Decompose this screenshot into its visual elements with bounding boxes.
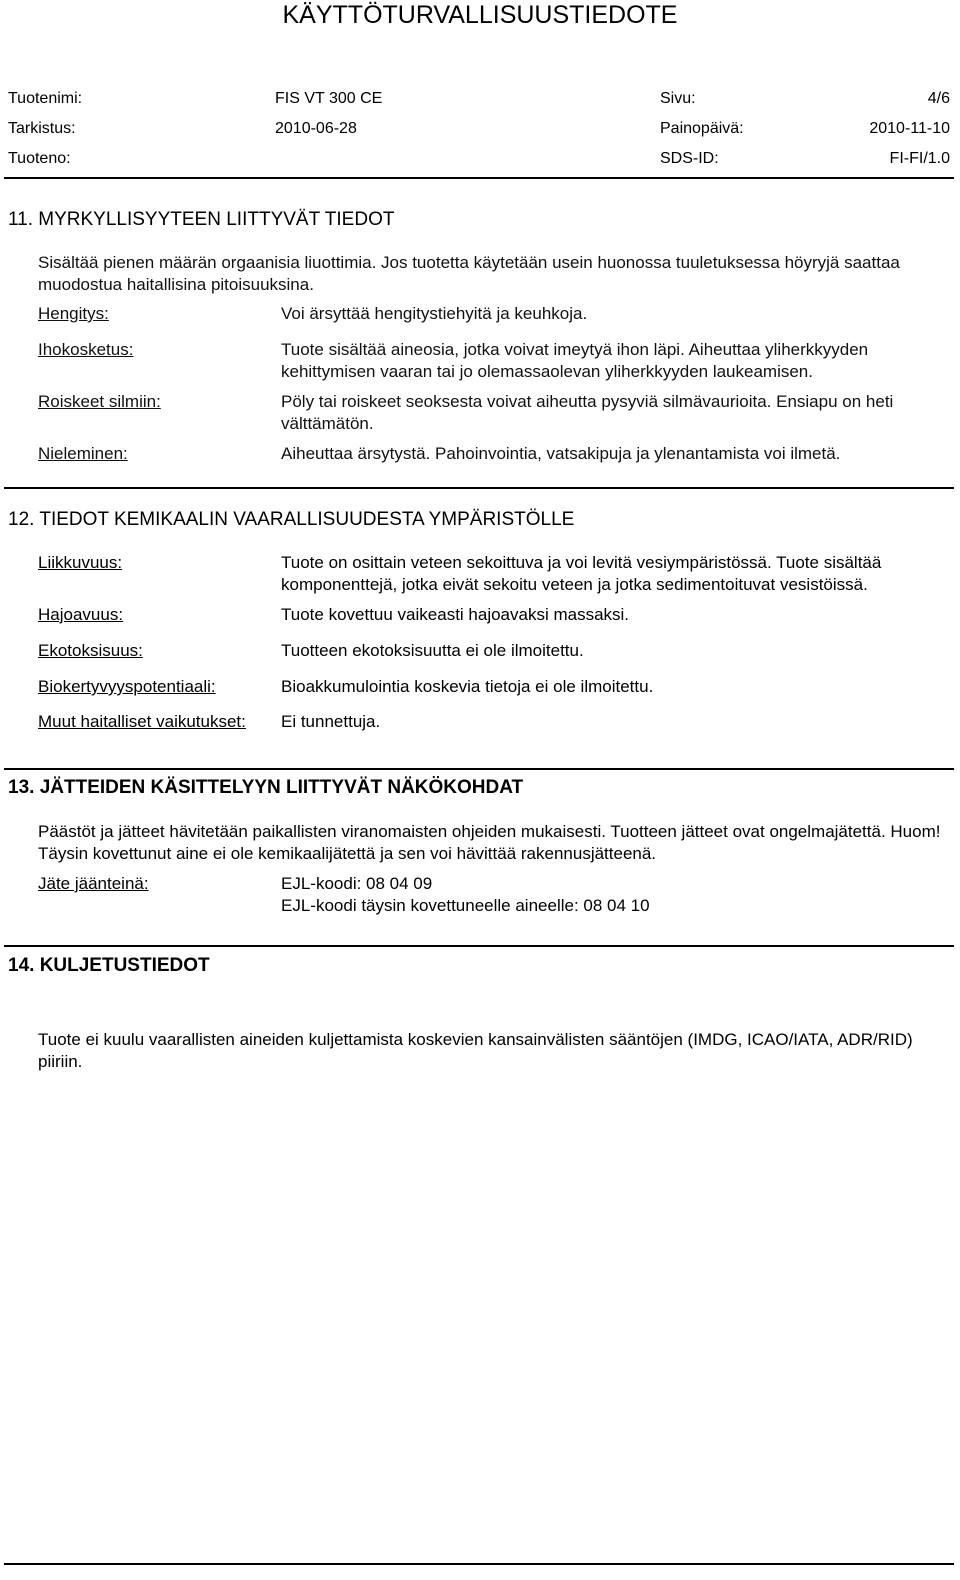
product-name: FIS VT 300 CE [275, 90, 383, 107]
row-value-ekotoksisuus: Tuotteen ekotoksisuutta ei ole ilmoitettu. [281, 641, 584, 660]
row-label-liikkuvuus: Liikkuvuus: [38, 553, 123, 572]
section-13-heading: 13. JÄTTEIDEN KÄSITTELYYN LIITTYVÄT NÄKÖKOHDAT [8, 777, 524, 798]
revision-label: Tarkistus: [8, 120, 76, 137]
waste-code-1: EJL-koodi: 08 04 09 [281, 874, 433, 893]
row-label-hengitys: Hengitys: [38, 304, 109, 323]
revision-date: 2010-06-28 [275, 120, 357, 137]
row-value-hajoavuus: Tuote kovettuu vaikeasti hajoavaksi massaksi. [281, 605, 630, 624]
page-number: 4/6 [927, 90, 950, 107]
section-divider [4, 768, 954, 770]
section-divider [4, 945, 954, 947]
section-13-intro: Päästöt ja jätteet hävitetään paikallisten viranomaisten ohjeiden mukaisesti. Tuotteen jätteet ovat ongelmajätettä. Huom! Täysin kovettunut aine ei ole kemikaalijätettä ja sen voi hävittää rakennusjätteenä. [38, 822, 941, 863]
section-11-intro: Sisältää pienen määrän orgaanisia liuottimia. Jos tuotetta käytetään usein huonossa tuuletuksessa höyryjä saattaa muodostua haitallisina pitoisuuksina. [38, 253, 900, 294]
product-no-label: Tuoteno: [8, 150, 71, 167]
row-label-ekotoksisuus: Ekotoksisuus: [38, 641, 143, 660]
row-label-nieleminen: Nieleminen: [38, 444, 128, 463]
section-11-heading: 11. MYRKYLLISYYTEEN LIITTYVÄT TIEDOT [8, 209, 395, 230]
document-title: KÄYTTÖTURVALLISUUSTIEDOTE [282, 1, 678, 29]
section-divider [4, 177, 954, 179]
print-date-label: Painopäivä: [660, 120, 744, 137]
waste-code-2: EJL-koodi täysin kovettuneelle aineelle: 08 04 10 [281, 896, 650, 915]
section-divider [4, 487, 954, 489]
page-label: Sivu: [660, 90, 696, 107]
row-label-roiskeet: Roiskeet silmiin: [38, 392, 161, 411]
row-label-muut-vaikutukset: Muut haitalliset vaikutukset: [38, 712, 246, 731]
row-label-ihokosketus: Ihokosketus: [38, 340, 134, 359]
waste-label: Jäte jäänteinä: [38, 874, 149, 893]
section-14-heading: 14. KULJETUSTIEDOT [8, 955, 210, 976]
row-value-hengitys: Voi ärsyttää hengitystiehyitä ja keuhkoja. [281, 304, 588, 323]
sds-id: FI-FI/1.0 [889, 150, 950, 167]
row-label-biokertyvyys: Biokertyvyyspotentiaali: [38, 677, 216, 696]
sds-id-label: SDS-ID: [660, 150, 719, 167]
print-date: 2010-11-10 [869, 120, 950, 137]
section-14-text: Tuote ei kuulu vaarallisten aineiden kuljettamista koskevien kansainvälisten sääntöjen (IMDG, ICAO/IATA, ADR/RID) piiriin. [38, 1030, 913, 1071]
row-value-liikkuvuus: Tuote on osittain veteen sekoittuva ja voi levitä vesiympäristössä. Tuote sisältää komponenttejä, jotka eivät sekoitu veteen ja jotka sedimentoituvat vesistöissä. [281, 553, 882, 594]
product-name-label: Tuotenimi: [8, 90, 83, 107]
row-value-biokertyvyys: Bioakkumulointia koskevia tietoja ei ole ilmoitettu. [281, 677, 654, 696]
row-value-ihokosketus: Tuote sisältää aineosia, jotka voivat imeytyä ihon läpi. Aiheuttaa yliherkkyyden kehittymisen vaaran tai jo olemassaolevan yliherkkyyden laukeamisen. [281, 340, 869, 381]
row-label-hajoavuus: Hajoavuus: [38, 605, 124, 624]
row-value-roiskeet: Pöly tai roiskeet seoksesta voivat aiheutta pysyviä silmävaurioita. Ensiapu on heti välttämätön. [281, 392, 894, 433]
row-value-muut-vaikutukset: Ei tunnettuja. [281, 712, 381, 731]
row-value-nieleminen: Aiheuttaa ärsytystä. Pahoinvointia, vatsakipuja ja ylenantamista voi ilmetä. [281, 444, 841, 463]
footer-divider [4, 1563, 954, 1565]
section-12-heading: 12. TIEDOT KEMIKAALIN VAARALLISUUDESTA YMPÄRISTÖLLE [8, 509, 575, 530]
